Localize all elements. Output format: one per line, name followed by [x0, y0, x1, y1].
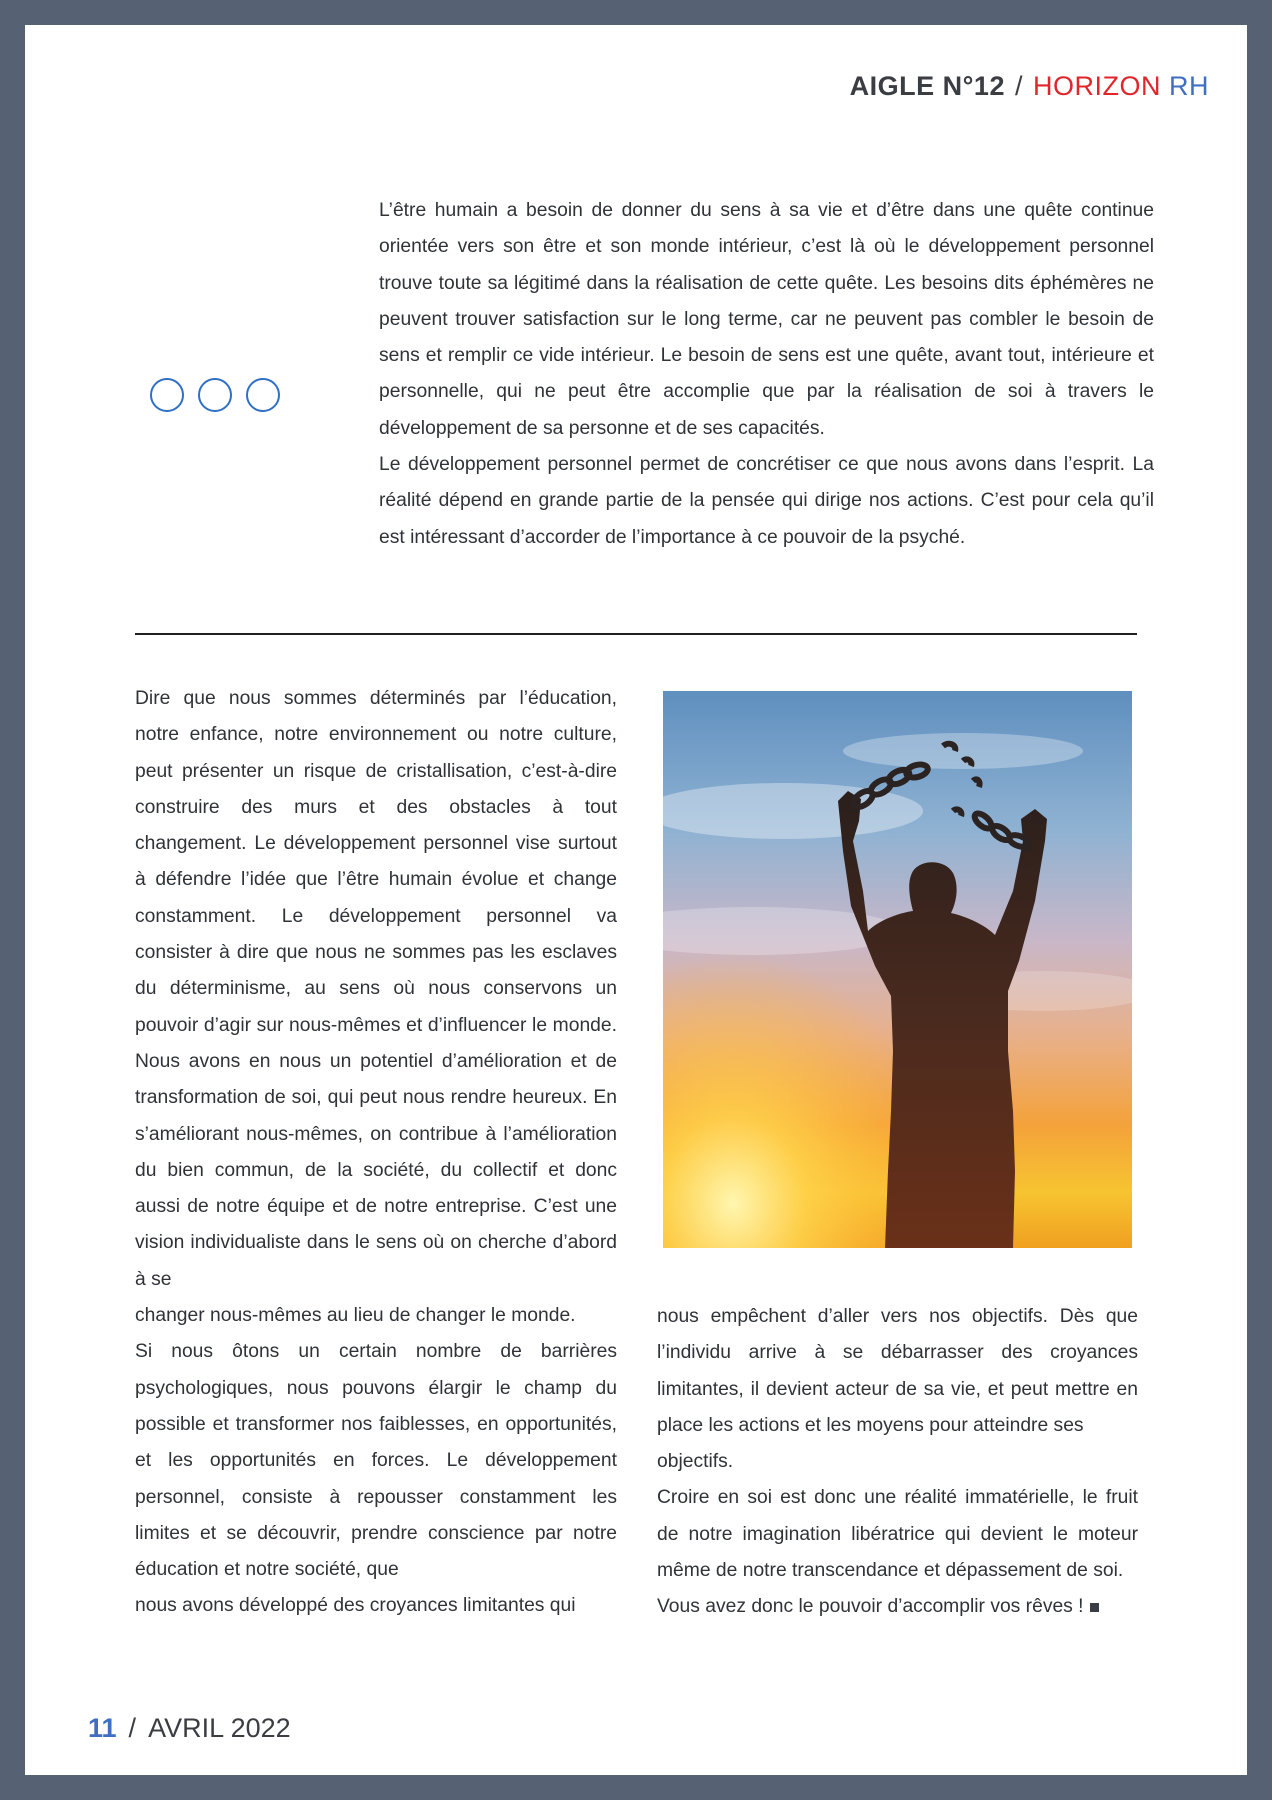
brand-rh: RH — [1169, 71, 1209, 101]
header-separator: / — [1014, 71, 1023, 101]
article-column-right — [657, 1299, 1138, 1626]
issue-label: AIGLE N°12 — [849, 71, 1005, 101]
right-paragraph-1-last: objectifs. — [657, 1451, 734, 1473]
end-of-article-square-icon — [1090, 1603, 1099, 1612]
article-photo-broken-chains — [663, 691, 1132, 1248]
left-paragraph-1: Dire que nous sommes déterminés par l’éducation, notre enfance, notre environnement ou notre culture, peut présenter un risque de cristallisation, c’est-à-dire construire des murs et des obstacles à tout changement. Le développement personnel vise surtout à défendre l’idée que l’être humain évolue et change constamment. Le développement personnel va consister à dire que nous ne sommes pas les esclaves du déterminisme, au sens où nous conservons un pouvoir d’agir sur nous-mêmes et d’influencer le monde. Nous avons en nous un potentiel d’amélioration et de transformation de soi, qui peut nous rendre heureux. En s’améliorant nous-mêmes, on contribue à l’amélioration du bien commun, de la société, du collectif et donc aussi de notre équipe et de notre entreprise. C’est une vision individualiste dans le sens où on cherche d’abord à se — [135, 688, 617, 1290]
circle-outline-icon — [246, 378, 280, 412]
brand-horizon: HORIZON — [1032, 71, 1161, 101]
footer-separator: / — [128, 1713, 137, 1743]
right-paragraph-1: nous empêchent d’aller vers nos objectifs. Dès que l’individu arrive à se débarrasser des croyances limitantes, il devient acteur de sa vie, et peut mettre en place les actions et les moyens pour atteindre ses — [657, 1306, 1138, 1436]
intro-paragraph-2: Le développement personnel permet de concrétiser ce que nous avons dans l’esprit. La réalité dépend en grande partie de la pensée qui dirige nos actions. C’est pour cela qu’il est intéressant d’accorder de l’importance à ce pouvoir de la psyché. — [379, 454, 1154, 548]
section-divider — [135, 633, 1137, 635]
page-number: 11 — [88, 1713, 117, 1743]
issue-date: AVRIL 2022 — [148, 1713, 291, 1743]
left-paragraph-2: Si nous ôtons un certain nombre de barrières psychologiques, nous pouvons élargir le champ du possible et transformer nos faiblesses, en opportunités, et les opportunités en forces. Le développement personnel, consiste à repousser constamment les limites et se découvrir, prendre conscience par notre éducation et notre société, que — [135, 1341, 617, 1581]
intro-paragraph-1: L’être humain a besoin de donner du sens à sa vie et d’être dans une quête continue orientée vers son être et son monde intérieur, c’est là où le développement personnel trouve toute sa légitimé dans la réalisation de cette quête. Les besoins dits éphémères ne peuvent trouver satisfaction sur le long terme, car ne peuvent pas combler le besoin de sens et remplir ce vide intérieur. Le besoin de sens est une quête, avant tout, intérieure et personnelle, qui ne peut être accomplie que par la réalisation de soi à travers le développement de sa personne et de ses capacités. — [379, 200, 1154, 439]
left-paragraph-2-last: nous avons développé des croyances limitantes qui — [135, 1595, 576, 1617]
left-paragraph-1-last: changer nous-mêmes au lieu de changer le monde. — [135, 1305, 576, 1327]
intro-text — [379, 193, 1154, 556]
decorative-circles — [150, 378, 280, 412]
page-footer — [88, 1713, 291, 1744]
page-header — [850, 71, 1209, 102]
right-paragraph-2: Croire en soi est donc une réalité immatérielle, le fruit de notre imagination libératrice qui devient le moteur même de notre transcendance et dépassement de soi. — [657, 1487, 1138, 1582]
magazine-page — [25, 25, 1247, 1775]
circle-outline-icon — [150, 378, 184, 412]
circle-outline-icon — [198, 378, 232, 412]
article-column-left — [135, 681, 617, 1625]
right-paragraph-2-last — [657, 1589, 1138, 1625]
closing-sentence: Vous avez donc le pouvoir d’accomplir vos rêves ! — [657, 1596, 1084, 1618]
